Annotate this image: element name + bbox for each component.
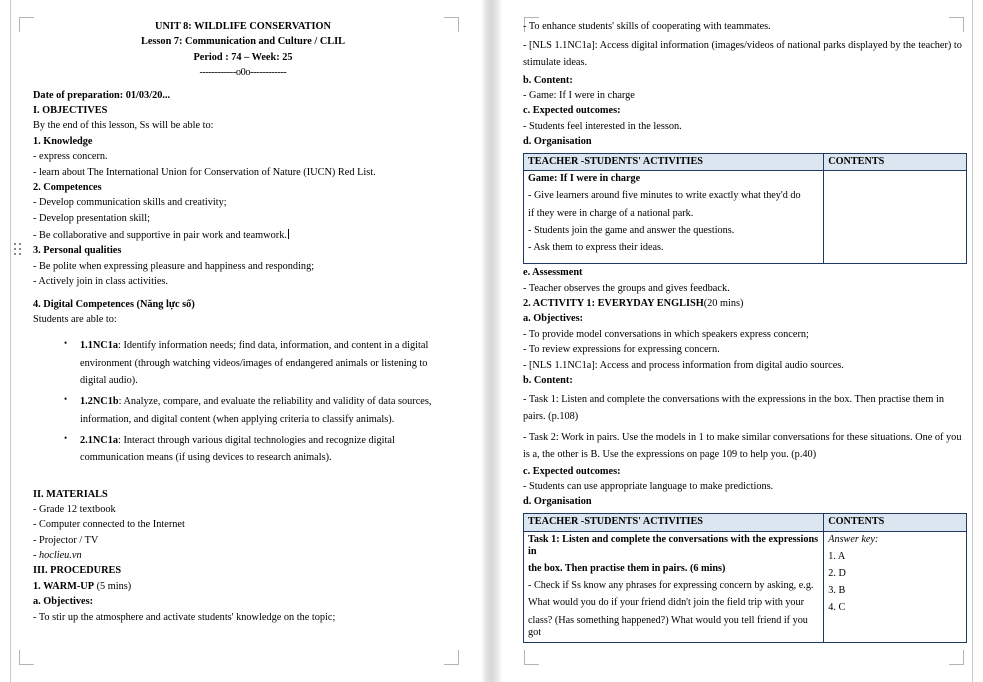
activity1-heading	[523, 299, 967, 309]
digital-bullet-code-1: 1.1NC1a	[80, 340, 119, 352]
activity1-organisation-label: d. Organisation	[523, 496, 592, 508]
materials-item-1: - Grade 12 textbook	[33, 503, 116, 515]
activity1-expected-label: c. Expected outcomes:	[523, 465, 621, 477]
table1-row-line-1: - Give learners around five minutes to write exactly what they'd do	[528, 190, 801, 202]
table1-activities-cell	[524, 171, 824, 264]
warmup-objectives-label: a. Objectives:	[33, 596, 94, 608]
list-item	[33, 337, 453, 389]
warmup-heading-label: 1. WARM-UP	[33, 580, 95, 592]
warmup-activities-table	[523, 153, 967, 265]
knowledge-item-1: - express concern.	[33, 151, 108, 163]
table1-header-contents: CONTENTS	[824, 153, 967, 171]
warmup-expected-label: c. Expected outcomes:	[523, 105, 621, 117]
digital-bullet-text-3: : Interact through various digital technologies and recognize digital communication means (if using devices to research animals).	[80, 434, 395, 464]
warmup-heading	[33, 582, 453, 592]
activity1-heading-label: 2. ACTIVITY 1: EVERYDAY ENGLISH	[523, 298, 704, 310]
document-title-line3: Period : 74 – Week: 25	[193, 51, 293, 63]
activity1-heading-time: (20 mins)	[703, 298, 744, 310]
competences-item-3	[33, 229, 453, 241]
warmup-objective-3: - [NLS 1.1NC1a]: Access digital information (images/videos of national parks displayed by the teacher) to stimulate ideas.	[523, 40, 962, 69]
text-cursor	[288, 229, 289, 239]
warmup-organisation-label: d. Organisation	[523, 136, 592, 148]
activity1-content-task2: - Task 2: Work in pairs. Use the models in 1 to make similar conversations for these situations. One of you is a, the other is B. Use the expressions on page 109 to help you. (p.40)	[523, 431, 962, 460]
activity1-activities-table	[523, 513, 967, 643]
digital-competences-intro: Students are able to:	[33, 314, 117, 326]
list-item	[33, 393, 453, 428]
document-title-line1: UNIT 8: WILDLIFE CONSERVATION	[155, 21, 331, 32]
competences-heading: 2. Competences	[33, 181, 102, 193]
paragraph-move-handle-icon[interactable]	[14, 243, 23, 257]
digital-competences-list	[33, 337, 453, 466]
activity1-objective-1: - To provide model conversations in which speakers express concern;	[523, 328, 809, 340]
table-header-row	[524, 153, 967, 171]
page-edge-line	[10, 0, 11, 682]
crop-mark-bottom-left	[524, 650, 539, 665]
table1-row-line-3: - Students join the game and answer the questions.	[528, 224, 735, 236]
table2-answer-key-label: Answer key:	[828, 533, 879, 545]
table2-task-title-line2: the box. Then practise them in pairs. (6 mins)	[528, 562, 726, 574]
activity1-objective-2: - To review expressions for expressing concern.	[523, 344, 720, 356]
personal-qualities-item-1: - Be polite when expressing pleasure and happiness and responding;	[33, 260, 315, 272]
warmup-assessment: - Teacher observes the groups and gives feedback.	[523, 282, 730, 294]
page-gutter	[478, 0, 505, 682]
competences-item-3-text: - Be collaborative and supportive in pair work and teamwork.	[33, 230, 287, 242]
table2-body-line-3: class? (Has something happened?) What would you tell friend if you got	[528, 614, 808, 638]
table2-activities-cell	[524, 531, 824, 642]
table2-answer-4: 4. C	[828, 602, 846, 614]
crop-mark-top-left	[19, 17, 34, 32]
document-page-right	[505, 0, 983, 682]
table-row	[524, 531, 967, 642]
table2-contents-cell	[824, 531, 967, 642]
table1-row-line-2: if they were in charge of a national park.	[528, 207, 694, 219]
table-header-row	[524, 513, 967, 531]
warmup-objective-1: - To stir up the atmosphere and activate students' knowledge on the topic;	[33, 611, 336, 623]
activity1-content-task1: - Task 1: Listen and complete the conversations with the expressions in the box. Then practise them in pairs. (p.108)	[523, 394, 944, 423]
section-objectives-heading: I. OBJECTIVES	[33, 104, 108, 116]
warmup-expected: - Students feel interested in the lesson.	[523, 120, 682, 132]
table-row	[524, 171, 967, 264]
competences-item-2: - Develop presentation skill;	[33, 212, 150, 224]
digital-bullet-code-3: 2.1NC1a	[80, 434, 119, 446]
table2-header-activities: TEACHER -STUDENTS' ACTIVITIES	[524, 513, 824, 531]
activity1-objective-3: - [NLS 1.1NC1a]: Access and process information from digital audio sources.	[523, 359, 844, 371]
digital-bullet-code-2: 1.2NC1b	[80, 396, 119, 408]
activity1-objectives-label: a. Objectives:	[523, 313, 584, 325]
table2-header-contents: CONTENTS	[824, 513, 967, 531]
left-page-body	[33, 22, 453, 628]
right-page-body	[523, 22, 967, 647]
personal-qualities-heading: 3. Personal qualities	[33, 245, 122, 257]
warmup-content-label: b. Content:	[523, 74, 573, 86]
digital-bullet-text-1: : Identify information needs; find data, information, and content in a digital environment (through watching videos/images of endangered animals or listening to digital audio).	[80, 340, 429, 387]
activity1-expected: - Students can use appropriate language to make predictions.	[523, 481, 774, 493]
table2-body-line-1: - Check if Ss know any phrases for expressing concern by asking, e.g.	[528, 580, 814, 592]
table1-header-activities: TEACHER -STUDENTS' ACTIVITIES	[524, 153, 824, 171]
crop-mark-bottom-right	[444, 650, 459, 665]
title-separator: ------------o0o------------	[199, 67, 287, 79]
page-edge-line	[972, 0, 973, 682]
knowledge-item-2: - learn about The International Union for Conservation of Nature (IUCN) Red List.	[33, 166, 376, 178]
document-page-left	[0, 0, 478, 682]
digital-competences-heading: 4. Digital Competences (Năng lực số)	[33, 298, 195, 310]
table1-row-title: Game: If I were in charge	[528, 173, 641, 185]
warmup-content: - Game: If I were in charge	[523, 89, 635, 101]
table1-contents-cell	[824, 171, 967, 264]
personal-qualities-item-2: - Actively join in class activities.	[33, 276, 168, 288]
document-title-line2: Lesson 7: Communication and Culture / CLIL	[140, 36, 346, 48]
materials-item-2: - Computer connected to the Internet	[33, 519, 185, 531]
warmup-assessment-label: e. Assessment	[523, 267, 583, 279]
warmup-heading-time: (5 mins)	[96, 580, 132, 592]
table2-answer-2: 2. D	[828, 568, 846, 580]
crop-mark-bottom-left	[19, 650, 34, 665]
materials-website: - hoclieu.vn	[33, 550, 82, 562]
table1-row-line-4: - Ask them to express their ideas.	[528, 242, 664, 254]
warmup-objective-2: - To enhance students' skills of cooperating with teammates.	[523, 21, 771, 32]
list-item	[33, 432, 453, 467]
table2-task-title-line1: Task 1: Listen and complete the conversations with the expressions in	[528, 533, 819, 557]
crop-mark-bottom-right	[949, 650, 964, 665]
digital-bullet-text-2: : Analyze, compare, and evaluate the reliability and validity of data sources, information, and digital content (when applying criteria to classify animals).	[80, 396, 432, 425]
objectives-intro: By the end of this lesson, Ss will be able to:	[33, 120, 214, 132]
procedures-heading: III. PROCEDURES	[33, 565, 122, 577]
table2-answer-3: 3. B	[828, 585, 846, 597]
date-of-preparation: Date of preparation: 01/03/20...	[33, 89, 171, 101]
table2-answer-1: 1. A	[828, 550, 846, 562]
knowledge-heading: 1. Knowledge	[33, 135, 93, 147]
materials-heading: II. MATERIALS	[33, 488, 108, 500]
table2-body-line-2: What would you do if your friend didn't join the field trip with your	[528, 597, 805, 609]
competences-item-1: - Develop communication skills and creativity;	[33, 197, 227, 209]
materials-item-3: - Projector / TV	[33, 534, 99, 546]
activity1-content-label: b. Content:	[523, 374, 573, 386]
